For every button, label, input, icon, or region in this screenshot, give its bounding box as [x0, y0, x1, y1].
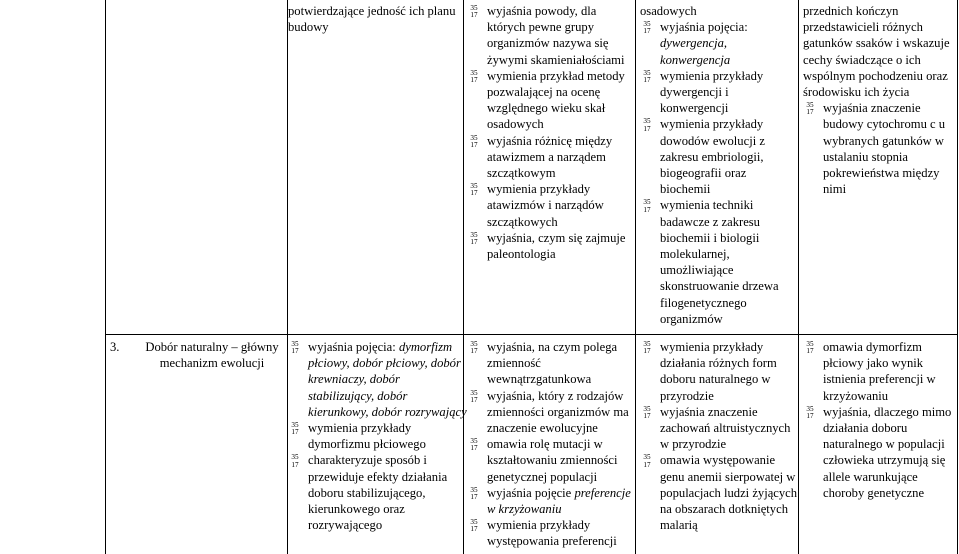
outcome-text: wyjaśnia, czym się zajmuje paleontologia [487, 230, 626, 262]
level-badge-icon: 35 17 [470, 485, 478, 502]
outcome-text: wyjaśnia znaczenie budowy cytochromu c u wybranych gatunków w ustalaniu stopnia pokrewieństwa między nimi [823, 101, 946, 197]
level-badge-icon: 35 17 [470, 518, 478, 534]
outcome-item [467, 517, 632, 549]
outcome-text: wyjaśnia powody, dla których pewne grupy organizmów nazywa się żywymi skamieniałościami [487, 4, 625, 67]
term-italic: preferencje w krzyżowaniu [487, 485, 631, 517]
outcome-item [467, 68, 632, 133]
outcome-text: wymienia przykłady dowodów ewolucji z zakresu embriologii, biogeografii oraz biochemii [660, 117, 765, 197]
level-badge-icon: 35 17 [643, 20, 651, 36]
outcome-item [467, 388, 632, 437]
cell-text: osadowych [640, 4, 697, 18]
outcome-text: omawia dymorfizm płciowy jako wynik istnienia preferencji w krzyżowaniu [823, 340, 936, 403]
level-badge-icon: 35 17 [291, 421, 299, 437]
outcome-item [640, 404, 798, 453]
row-divider [105, 334, 958, 335]
outcome-text: wyjaśnia pojęcie preferencje w krzyżowaniu [487, 485, 631, 517]
outcome-text: wyjaśnia, na czym polega zmienność wewnątrzgatunkowa [487, 340, 618, 387]
outcome-item [803, 339, 956, 404]
outcome-text: wyjaśnia, dlaczego mimo działania doboru naturalnego w populacji człowieka utrzymują się allele warunkujące choroby genetyczne [823, 404, 952, 500]
outcome-item [467, 436, 632, 485]
cell-col3-bottom [467, 339, 632, 550]
level-badge-icon: 35 17 [643, 198, 651, 214]
outcome-text: wyjaśnia pojęcia: dywergencja, konwergencja [660, 20, 748, 67]
level-badge-icon: 35 17 [470, 4, 478, 20]
table-divider-3 [635, 0, 636, 554]
cell-text: potwierdzające jedność ich planu budowy [288, 4, 456, 35]
level-badge-icon: 35 17 [643, 453, 651, 469]
outcome-item [288, 339, 468, 420]
cell-col4-bottom [640, 339, 798, 533]
outcome-item [640, 116, 798, 197]
outcome-item [467, 230, 632, 262]
term-italic: dymorfizm płciowy, dobór płciowy, dobór krewniaczy, dobór stabilizujący, dobór kierunkowy, dobór rozrywający [308, 340, 467, 419]
outcome-item [640, 197, 798, 327]
outcome-text: wyjaśnia znaczenie zachowań altruistycznych w przyrodzie [660, 404, 791, 452]
level-badge-icon: 35 17 [470, 388, 478, 404]
outcome-text: wyjaśnia, który z rodzajów zmienności organizmów ma znaczenie ewolucyjne [487, 388, 629, 436]
outcome-item [288, 452, 468, 533]
level-badge-icon: 35 17 [291, 340, 299, 356]
cell-col2-bottom [288, 339, 468, 533]
level-badge-icon: 35 17 [806, 340, 814, 356]
outcome-item [288, 420, 468, 452]
outcome-item [803, 404, 956, 501]
level-badge-icon: 35 17 [470, 340, 478, 356]
outcome-text: charakteryzuje sposób i przewiduje efekty działania doboru stabilizującego, kierunkowego oraz rozrywającego [308, 453, 448, 533]
term-italic: dywergencja, konwergencja [660, 36, 731, 67]
level-badge-icon: 35 17 [470, 437, 478, 453]
outcome-item [640, 68, 798, 117]
outcome-text: wymienia przykłady dymorfizmu płciowego [308, 421, 426, 452]
outcome-text: wyjaśnia różnicę między atawizmem a narządem szczątkowym [487, 133, 613, 181]
outcome-item [640, 339, 798, 404]
level-badge-icon: 35 17 [643, 340, 651, 356]
level-badge-icon: 35 17 [806, 101, 814, 117]
level-badge-icon: 35 17 [470, 182, 478, 198]
cell-col4-top [640, 3, 798, 327]
table-border-right [957, 0, 958, 554]
topic-cell: Dobór naturalny – główny mechanizm ewolucji [145, 340, 279, 371]
level-badge-icon: 35 17 [470, 68, 478, 85]
level-badge-icon: 35 17 [806, 404, 814, 421]
outcome-text: wymienia przykłady występowania preferencji [487, 518, 617, 549]
outcome-text: wymienia przykłady atawizmów i narządów szczątkowych [487, 182, 604, 229]
outcome-item [467, 3, 632, 68]
outcome-item [640, 19, 798, 68]
level-badge-icon: 35 17 [470, 230, 478, 247]
table-border-left [105, 0, 106, 554]
level-badge-icon: 35 17 [643, 404, 651, 421]
outcome-item [640, 452, 798, 533]
outcome-item [803, 100, 956, 197]
outcome-text: wymienia techniki badawcze z zakresu biochemii i biologii molekularnej, umożliwiające skonstruowanie drzewa filogenetycznego organizmów [660, 198, 779, 326]
outcome-text: wymienia przykłady dywergencji i konwergencji [660, 68, 764, 116]
cell-text: przednich kończyn przedstawicieli różnych gatunków ssaków i wskazuje cechy świadczące o ich wspólnym pochodzeniu oraz środowisku ich życia [803, 4, 950, 100]
table-divider-4 [798, 0, 799, 554]
outcome-item [467, 181, 632, 230]
outcome-text: wymienia przykłady działania różnych form doboru naturalnego w przyrodzie [660, 340, 777, 403]
cell-col2-top [288, 3, 468, 35]
level-badge-icon: 35 17 [643, 117, 651, 133]
level-badge-icon: 35 17 [643, 68, 651, 85]
cell-col5-top [803, 3, 956, 197]
outcome-item [467, 339, 632, 388]
outcome-item [467, 485, 632, 517]
outcome-text: wyjaśnia pojęcia: dymorfizm płciowy, dobór płciowy, dobór krewniaczy, dobór stabilizujący, dobór kierunkowy, dobór rozrywający [308, 340, 467, 419]
cell-col5-bottom [803, 339, 956, 501]
level-badge-icon: 35 17 [291, 453, 299, 469]
level-badge-icon: 35 17 [470, 133, 478, 149]
outcome-text: wymienia przykład metody pozwalającej na ocenę względnego wieku skał osadowych [487, 68, 625, 132]
cell-col3-top [467, 3, 632, 262]
outcome-text: omawia występowanie genu anemii sierpowatej w populacjach ludzi żyjących na obszarach dotkniętych malarią [660, 453, 798, 533]
row-number: 3. [110, 340, 120, 354]
outcome-text: omawia rolę mutacji w kształtowaniu zmienności genetycznej populacji [487, 437, 618, 484]
outcome-item [467, 133, 632, 182]
